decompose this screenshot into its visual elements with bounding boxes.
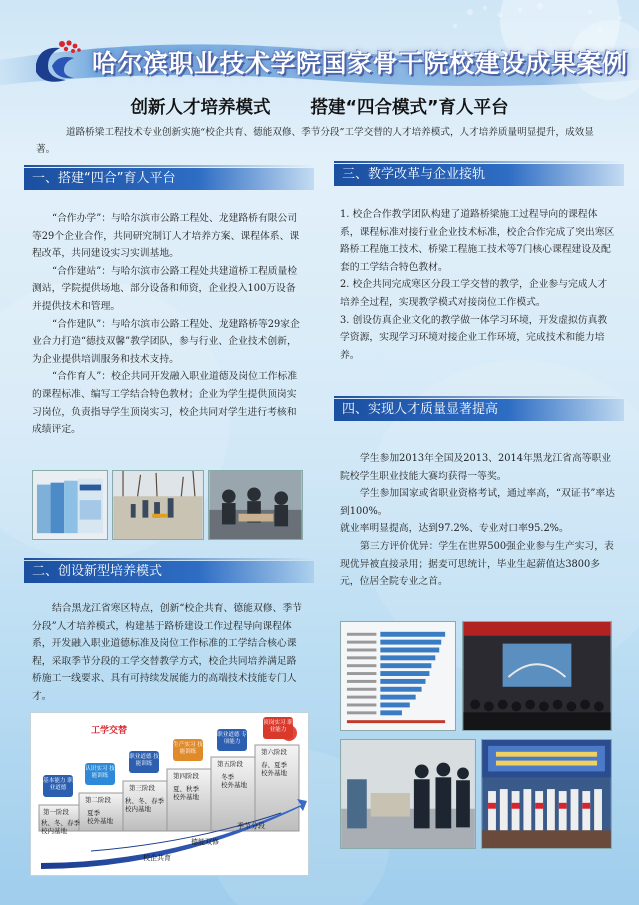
diagram-label-season: 季节分段	[237, 822, 265, 830]
section-2-body	[32, 600, 304, 706]
section-4-p3: 就业率明显提高，达到97.2%、专业对口率95.2%。	[340, 523, 569, 535]
stage-3-note: 秋、冬、春季 校内基地	[125, 797, 164, 813]
section-2-header: 二、创设新型培养模式	[24, 561, 314, 583]
diagram-step-6: 顶岗实习 职业能力	[263, 717, 293, 739]
section-1-p4: “合作育人”：校企共同开发融入职业道德及岗位工作标准的课程标准、编写工学结合特色教材；企业为学生提供顶岗实习岗位，负责指导学生顶岗实习，校企共同对学生进行考核和成绩评定。	[32, 371, 298, 436]
stage-2-label: 第二阶段	[85, 796, 111, 804]
stage-6-note: 春、夏季 校外基地	[261, 761, 287, 777]
section-3-body	[340, 206, 616, 364]
section-2-p1: 结合黑龙江省寒区特点，创新“校企共育、德能双修、季节分段”人才培养模式，构建基于路桥建设工作过程导向课程体系，开发融入职业道德标准及岗位工作标准的工学结合核心课程，采取季节分段的工学交替教学方式，校企共同培养满足路桥施工一线要求、具有可持续发展能力的高端技术技能专门人才。	[32, 603, 302, 702]
stage-4-note: 夏、秋季 校外基地	[173, 785, 199, 801]
stage-6-label: 第六阶段	[261, 748, 287, 756]
page-title: 哈尔滨职业技术学院国家骨干院校建设成果案例	[92, 49, 628, 78]
section-3-p2: 2. 校企共同完成寒区分段工学交替的教学，企业参与完成人才培养全过程，实现教学模式对接岗位工作模式。	[340, 279, 608, 308]
college-logo-icon	[30, 38, 86, 86]
intro-paragraph: 道路桥梁工程技术专业创新实施“校企共育、德能双修、季节分段”工学交替的人才培养模式，人才培养质量明显提升，成效显著。	[36, 127, 594, 155]
section-1-p3: “合作建队”：与哈尔滨市公路工程处、龙建路桥等29家企业合力打造“德技双馨”教学团队，参与行业、企业技术创新，为企业提供培训服务和技术支持。	[32, 318, 300, 365]
section-3-header: 三、教学改革与企业接轨	[334, 164, 624, 186]
stage-2-note: 夏季 校外基地	[87, 809, 113, 825]
diagram-step-4: 生产实习 技能训练	[173, 739, 203, 761]
stage-3-label: 第三阶段	[129, 784, 155, 792]
stage-5-label: 第五阶段	[217, 760, 243, 768]
lecture-hall-photo	[462, 621, 612, 731]
training-mode-diagram	[30, 712, 309, 876]
page-subtitle	[0, 94, 639, 119]
award-ceremony-photo	[481, 739, 612, 849]
diagram-label-coeducation: 校企共育	[143, 854, 171, 862]
subtitle-left: 创新人才培养模式	[130, 98, 271, 118]
section-1-body	[32, 210, 302, 439]
site-training-photo	[112, 470, 204, 540]
diagram-title: 工学交替	[91, 726, 128, 736]
section-3-p3: 3. 创设仿真企业文化的教学做一体学习环境，开发虚拟仿真教学资源，实现学习环境对接企业工作环境，完成技术和能力培养。	[340, 314, 608, 361]
section-4-header: 四、实现人才质量显著提高	[334, 399, 624, 421]
diagram-step-1: 基本能力 职业道德	[43, 775, 73, 797]
stage-1-label: 第一阶段	[43, 808, 69, 816]
section-3-p1: 1. 校企合作教学团队构建了道路桥梁施工过程导向的课程体系，课程标准对接行业企业技术标准，校企合作完成了突出寒区路桥工程施工技术、桥梁工程施工技术等7门核心课程建设及配套的工学结合特色教材。	[340, 209, 615, 273]
textbooks-photo	[32, 470, 108, 540]
competition-photo	[340, 739, 476, 849]
diagram-step-3: 职业道德 技能训练	[129, 751, 159, 773]
statistics-chart-photo	[340, 621, 456, 731]
section-4-p4: 第三方评价优异：学生在世界500强企业参与生产实习，表现优异被直接录用；据麦可思统计，毕业生起薪值达3800多元，位居全院专业之首。	[340, 540, 614, 588]
section-1-header: 一、搭建“四合”育人平台	[24, 168, 314, 190]
section-1-p1: “合作办学”：与哈尔滨市公路工程处、龙建路桥有限公司等29个企业合作，共同研究制订人才培养方案、课程体系、课程改革，共同建设实习实训基地。	[32, 213, 300, 260]
section-1-p2: “合作建站”：与哈尔滨市公路工程处共建道桥工程质量检测站，学院提供场地、部分设备和师资，企业投入100万设备并提供技术和管理。	[32, 265, 298, 312]
stage-4-label: 第四阶段	[173, 772, 199, 780]
stage-5-note: 冬季 校外基地	[221, 773, 247, 789]
section-4-p2: 学生参加国家或省职业资格考试，通过率高，“双证书”率达到100%。	[340, 488, 615, 517]
subtitle-right: 搭建“四合模式”育人平台	[310, 98, 509, 118]
lab-training-photo	[208, 470, 303, 540]
section-4-body	[340, 450, 616, 591]
diagram-step-5: 职业道德 专项能力	[217, 729, 247, 751]
section-4-p1: 学生参加2013年全国及2013、2014年黑龙江省高等职业院校学生职业技能大赛均获得一等奖。	[340, 453, 612, 482]
stage-1-note: 秋、冬、春季 校内基地	[41, 819, 80, 835]
diagram-step-2: 认识实习 技能训练	[85, 763, 115, 785]
diagram-label-virtue: 德能双修	[191, 838, 219, 846]
